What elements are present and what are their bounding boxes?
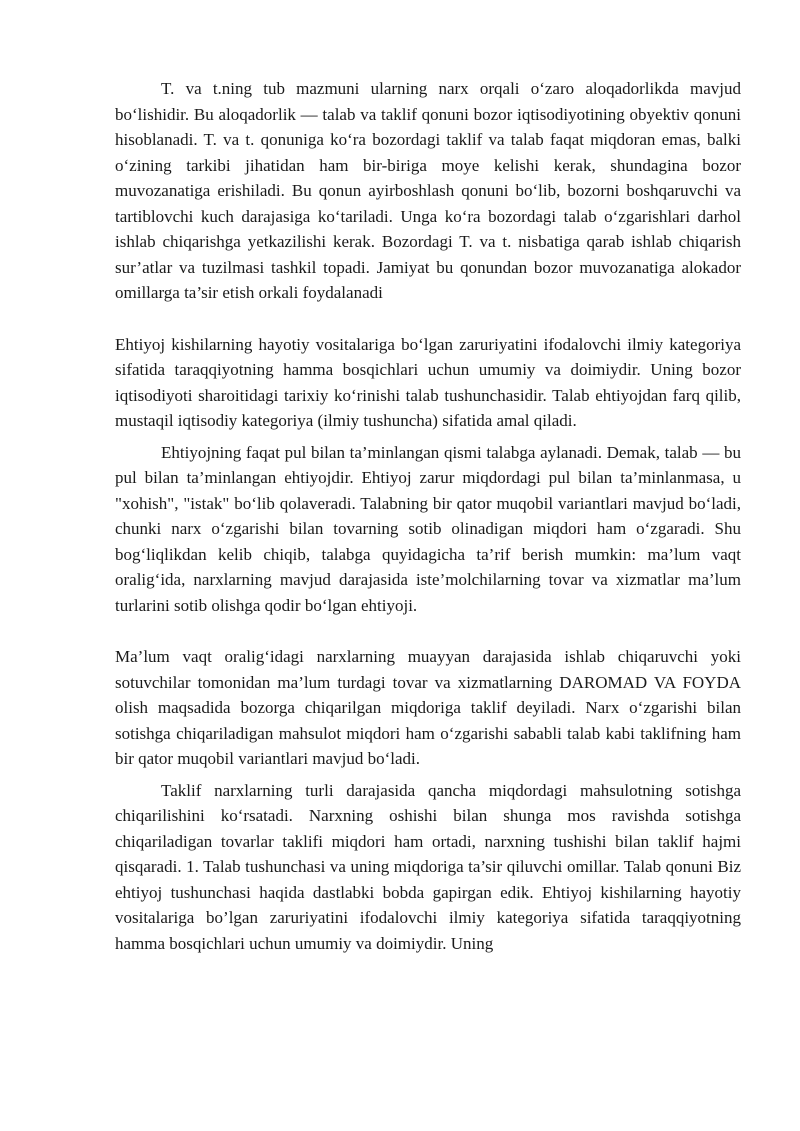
paragraph-need-definition: Ehtiyoj kishilarning hayotiy vositalariga bo‘lgan zaruriyatini ifodalovchi ilmiy kategoriya sifatida taraqqiyotning hamma bosqichlari uchun umumiy va doimiydir. Uning bozor iqtisodiyoti sharoitidagi tarixiy ko‘rinishi talab tushunchasidir. Talab ehtiyojdan farq qilib, mustaqil iqtisodiy kategoriya (ilmiy tushuncha) sifatida amal qiladi.: [115, 334, 741, 430]
paragraph-supply-quantity: Taklif narxlarning turli darajasida qancha miqdordagi mahsulotning sotishga chiqarilishini ko‘rsatadi. Narxning oshishi bilan shunga mos ravishda sotishga chiqariladigan tovarlar taklifi miqdori ham ortadi, narxning tushishi bilan taklif hajmi qisqaradi. 1. Talab tushunchasi va uning miqdoriga ta’sir qiluvchi omillar. Talab qonuni Biz ehtiyoj tushunchasi haqida dastlabki bobda gapirgan edik. Ehtiyoj kishilarning hayotiy vositalariga bo’lgan zaruriyatini ifodalovchi ilmiy kategoriya sifatida taraqqiyotning hamma bosqichlari uchun umumiy va doimiydir. Uning: [115, 780, 741, 953]
paragraph-demand-definition: Ehtiyojning faqat pul bilan ta’minlangan qismi talabga aylanadi. Demak, talab — bu pul bilan ta’minlangan ehtiyojdir. Ehtiyoj zarur miqdordagi pul bilan ta’minlanmasa, u "xohish", "istak" bo‘lib qolaveradi. Talabning bir qator muqobil variantlari mavjud bo‘ladi, chunki narx o‘zgarishi bilan tovarning sotib olinadigan miqdori ham o‘zgaradi. Shu bog‘liqlikdan kelib chiqib, talabga quyidagicha ta’rif berish mumkin: ma’lum vaqt oralig‘ida, narxlarning mavjud darajasida iste’molchilarning tovar va xizmatlar ma’lum turlarini sotib olishga qodir bo‘lgan ehtiyoji.: [115, 442, 741, 615]
paragraph-supply-definition: Ma’lum vaqt oralig‘idagi narxlarning muayyan darajasida ishlab chiqaruvchi yoki sotuvchilar tomonidan ma’lum turdagi tovar va xizmatlarning DAROMAD VA FOYDA olish maqsadida bozorga chiqarilgan miqdoriga taklif deyiladi. Narx o‘zgarishi bilan sotishga chiqariladigan mahsulot miqdori ham o‘zgarishi sababli talab kabi taklifning ham bir qator muqobil variantlari mavjud bo‘ladi.: [115, 647, 741, 768]
document-body: [115, 76, 741, 956]
paragraph-supply-demand-law: T. va t.ning tub mazmuni ularning narx orqali o‘zaro aloqadorlikda mavjud bo‘lishidir. Bu aloqadorlik — talab va taklif qonuni bozor iqtisodiyotining obyektiv qonuni hisoblanadi. T. va t. qonuniga ko‘ra bozordagi taklif va talab faqat miqdoran emas, balki o‘zining tarkibi jihatidan ham bir-biriga moye kelishi kerak, shundagina bozor muvozanatiga erishiladi. Bu qonun ayirboshlash qonuni bo‘lib, bozorni boshqaruvchi va tartiblovchi kuch darajasiga ko‘tariladi. Unga ko‘ra bozordagi talab o‘zgarishlari darhol ishlab chiqarishga yetkazilishi kerak. Bozordagi T. va t. nisbatiga qarab ishlab chiqarish sur’atlar va tuzilmasi tashkil topadi. Jamiyat bu qonundan bozor muvozanatiga alokador omillarga ta’sir etish orkali foydalanadi: [115, 79, 741, 302]
